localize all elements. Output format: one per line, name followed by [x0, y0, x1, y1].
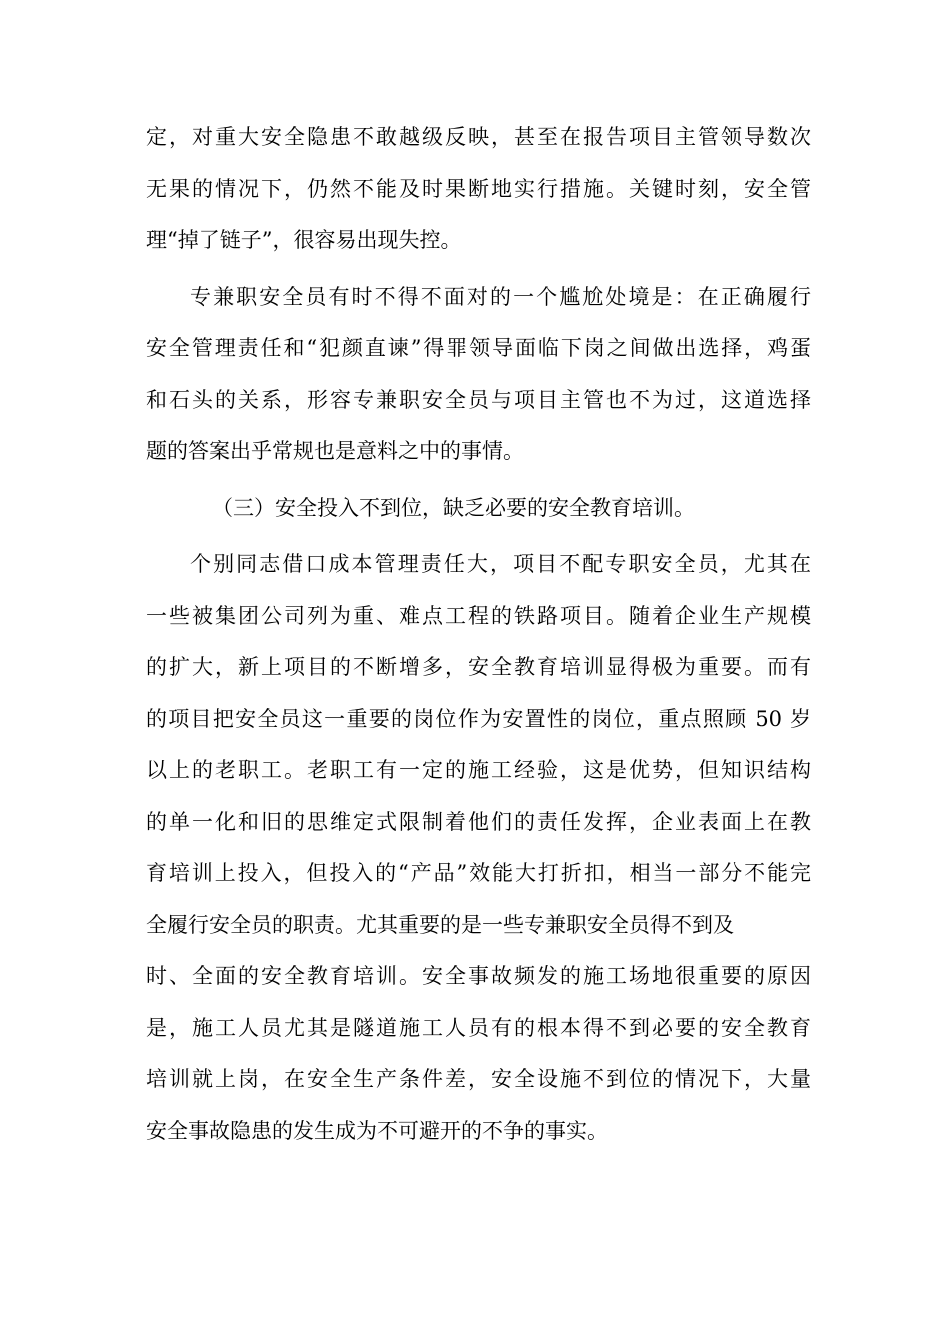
paragraph-line: 一些被集团公司列为重、难点工程的铁路项目。随着企业生产规模: [146, 603, 811, 628]
paragraph-line: 专兼职安全员有时不得不面对的一个尴尬处境是：在正确履行: [190, 284, 811, 309]
paragraph-line: 题的答案出乎常规也是意料之中的事情。: [146, 439, 524, 463]
paragraph-line: 的项目把安全员这一重要的岗位作为安置性的岗位，重点照顾 50 岁: [146, 706, 811, 731]
paragraph-line: 安全事故隐患的发生成为不可避开的不争的事实。: [146, 1118, 608, 1143]
paragraph-line: 理“掉了链子”，很容易出现失控。: [146, 228, 462, 252]
paragraph-line: 定，对重大安全隐患不敢越级反映，甚至在报告项目主管领导数次: [146, 125, 811, 149]
paragraph-line: 个别同志借口成本管理责任大，项目不配专职安全员，尤其在: [190, 552, 811, 576]
paragraph-line: 无果的情况下，仍然不能及时果断地实行措施。关键时刻，安全管: [146, 176, 811, 201]
paragraph-line: 时、全面的安全教育培训。安全事故频发的施工场地很重要的原因: [146, 964, 811, 988]
paragraph-line: 的扩大，新上项目的不断增多，安全教育培训显得极为重要。而有: [146, 655, 811, 679]
paragraph-line: 培训就上岗，在安全生产条件差，安全设施不到位的情况下，大量: [146, 1067, 811, 1091]
document-body: [146, 112, 811, 1157]
paragraph-line: 育培训上投入，但投入的“产品”效能大打折扣，相当一部分不能完: [146, 861, 811, 885]
section-heading: （三）安全投入不到位，缺乏必要的安全教育培训。: [212, 495, 695, 520]
paragraph-line: 的单一化和旧的思维定式限制着他们的责任发挥，企业表面上在教: [146, 809, 811, 834]
paragraph-line: 安全管理责任和“犯颜直谏”得罪领导面临下岗之间做出选择，鸡蛋: [146, 336, 811, 360]
paragraph-line: 以上的老职工。老职工有一定的施工经验，这是优势，但知识结构: [146, 758, 811, 782]
paragraph-line: 和石头的关系，形容专兼职安全员与项目主管也不为过，这道选择: [146, 387, 811, 412]
paragraph-line: 全履行安全员的职责。尤其重要的是一些专兼职安全员得不到及: [146, 912, 734, 937]
paragraph-line: 是，施工人员尤其是隧道施工人员有的根本得不到必要的安全教育: [146, 1015, 811, 1040]
